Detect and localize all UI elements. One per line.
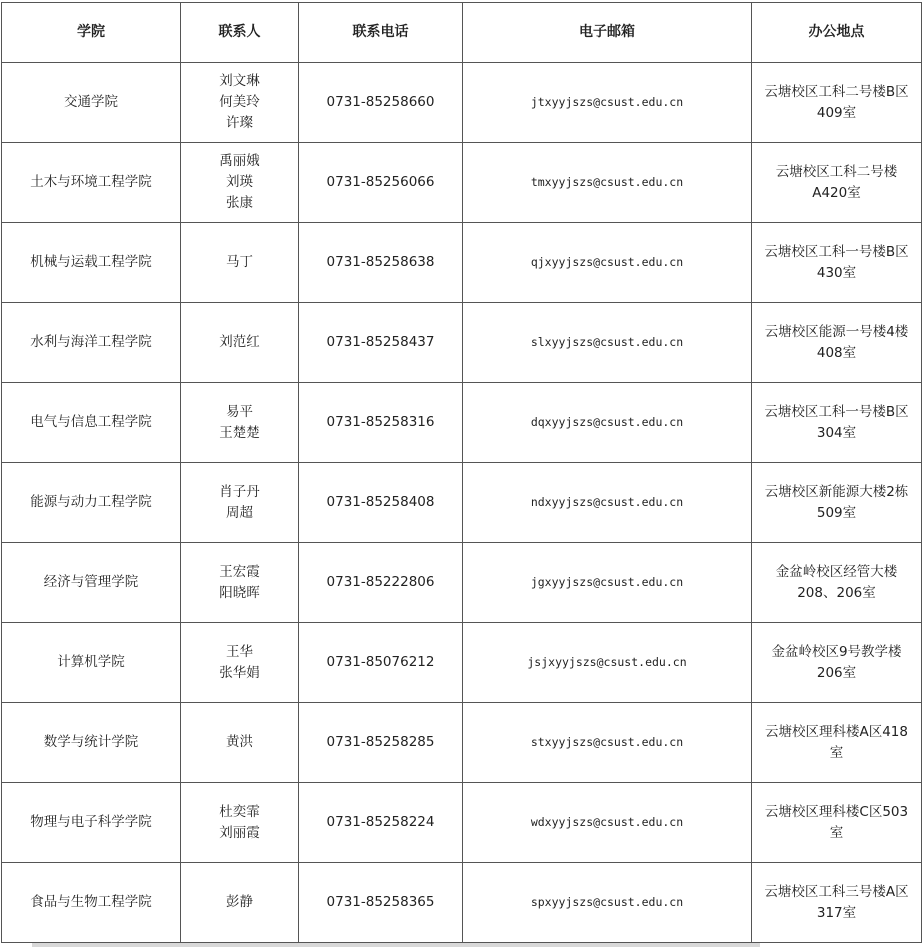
contact-cell — [181, 223, 299, 303]
header-email: 电子邮箱 — [463, 3, 752, 63]
office-cell — [752, 143, 922, 223]
phone-cell: 0731-85076212 — [299, 623, 463, 703]
office-line: 云塘校区工科一号楼B区 — [764, 403, 909, 420]
contact-name: 阳晓晖 — [219, 584, 260, 601]
phone-cell: 0731-85258437 — [299, 303, 463, 383]
table-row — [2, 223, 922, 303]
office-line: 云塘校区工科二号楼B区 — [764, 83, 909, 100]
table-row — [2, 303, 922, 383]
office-cell — [752, 543, 922, 623]
contact-cell — [181, 623, 299, 703]
office-line: 509室 — [816, 504, 857, 521]
contact-cell — [181, 383, 299, 463]
table-row — [2, 623, 922, 703]
office-cell — [752, 863, 922, 943]
table-body — [2, 63, 922, 943]
header-office: 办公地点 — [752, 3, 922, 63]
contact-name: 黄洪 — [226, 734, 253, 750]
office-cell — [752, 383, 922, 463]
office-line: 208、206室 — [797, 584, 876, 601]
email-cell: spxyyjszs@csust.edu.cn — [463, 863, 752, 943]
contact-table — [1, 2, 922, 943]
office-line: 云塘校区理科楼C区503 — [764, 803, 909, 820]
college-cell: 计算机学院 — [2, 623, 181, 703]
office-line: 云塘校区工科一号楼B区 — [764, 243, 909, 260]
contact-cell — [181, 783, 299, 863]
office-cell — [752, 63, 922, 143]
contact-name: 何美玲 — [219, 94, 260, 110]
contact-name: 禹丽娥 — [219, 153, 260, 169]
office-line: 409室 — [816, 104, 857, 121]
office-line: 317室 — [816, 904, 857, 921]
email-cell: qjxyyjszs@csust.edu.cn — [463, 223, 752, 303]
office-line: 云塘校区新能源大楼2栋 — [764, 483, 909, 500]
phone-cell: 0731-85258408 — [299, 463, 463, 543]
table-row — [2, 783, 922, 863]
office-cell — [752, 783, 922, 863]
table-row — [2, 863, 922, 943]
phone-cell: 0731-85258660 — [299, 63, 463, 143]
college-cell: 机械与运载工程学院 — [2, 223, 181, 303]
header-row — [2, 3, 922, 63]
contact-name: 马丁 — [226, 254, 253, 270]
college-cell: 数学与统计学院 — [2, 703, 181, 783]
contact-name: 肖子丹 — [219, 483, 260, 500]
contact-cell — [181, 543, 299, 623]
email-cell: slxyyjszs@csust.edu.cn — [463, 303, 752, 383]
header-contact: 联系人 — [181, 3, 299, 63]
table-row — [2, 463, 922, 543]
phone-cell: 0731-85258285 — [299, 703, 463, 783]
office-cell — [752, 623, 922, 703]
office-cell — [752, 703, 922, 783]
contact-name: 刘丽霞 — [219, 824, 260, 841]
table-row — [2, 143, 922, 223]
phone-cell: 0731-85258316 — [299, 383, 463, 463]
contact-name: 易平 — [226, 403, 253, 420]
office-line: 云塘校区工科二号楼 — [775, 163, 898, 180]
contact-name: 王楚楚 — [219, 424, 260, 441]
email-cell: tmxyyjszs@csust.edu.cn — [463, 143, 752, 223]
phone-cell: 0731-85258365 — [299, 863, 463, 943]
contact-cell — [181, 63, 299, 143]
email-cell: dqxyyjszs@csust.edu.cn — [463, 383, 752, 463]
email-cell: jtxyyjszs@csust.edu.cn — [463, 63, 752, 143]
email-cell: ndxyyjszs@csust.edu.cn — [463, 463, 752, 543]
header-college: 学院 — [2, 3, 181, 63]
table-row — [2, 63, 922, 143]
email-cell: jsjxyyjszs@csust.edu.cn — [463, 623, 752, 703]
office-line: 304室 — [816, 424, 857, 441]
phone-cell: 0731-85256066 — [299, 143, 463, 223]
contact-cell — [181, 143, 299, 223]
header-phone: 联系电话 — [299, 3, 463, 63]
college-cell: 电气与信息工程学院 — [2, 383, 181, 463]
office-cell — [752, 463, 922, 543]
contact-name: 王华 — [226, 643, 253, 660]
contact-name: 张康 — [226, 195, 253, 211]
office-line: 云塘校区工科三号楼A区 — [764, 883, 909, 900]
contact-name: 刘瑛 — [226, 174, 253, 190]
college-cell: 经济与管理学院 — [2, 543, 181, 623]
horizontal-scrollbar[interactable] — [32, 943, 760, 947]
college-cell: 水利与海洋工程学院 — [2, 303, 181, 383]
contact-name: 许璨 — [226, 115, 253, 131]
contact-name: 张华娟 — [219, 664, 260, 681]
contact-name: 王宏霞 — [219, 563, 260, 580]
contact-name: 刘文琳 — [219, 73, 260, 89]
college-cell: 物理与电子科学学院 — [2, 783, 181, 863]
college-cell: 能源与动力工程学院 — [2, 463, 181, 543]
contact-cell — [181, 303, 299, 383]
contact-name: 彭静 — [226, 894, 253, 910]
table-row — [2, 383, 922, 463]
contact-cell — [181, 463, 299, 543]
contact-cell — [181, 863, 299, 943]
office-cell — [752, 223, 922, 303]
office-line: 室 — [829, 744, 844, 761]
office-line: 云塘校区理科楼A区418 — [764, 723, 908, 740]
office-line: 金盆岭校区经管大楼 — [775, 563, 898, 580]
phone-cell: 0731-85222806 — [299, 543, 463, 623]
office-line: 室 — [829, 824, 844, 841]
office-line: 206室 — [816, 664, 857, 681]
office-cell — [752, 303, 922, 383]
email-cell: wdxyyjszs@csust.edu.cn — [463, 783, 752, 863]
office-line: 430室 — [816, 264, 857, 281]
office-line: A420室 — [812, 184, 861, 201]
email-cell: stxyyjszs@csust.edu.cn — [463, 703, 752, 783]
contact-name: 刘范红 — [219, 334, 260, 350]
table-row — [2, 703, 922, 783]
phone-cell: 0731-85258224 — [299, 783, 463, 863]
college-cell: 交通学院 — [2, 63, 181, 143]
contact-name: 杜奕霏 — [219, 803, 260, 820]
contact-name: 周超 — [226, 504, 253, 521]
table-row — [2, 543, 922, 623]
email-cell: jgxyyjszs@csust.edu.cn — [463, 543, 752, 623]
office-line: 金盆岭校区9号教学楼 — [771, 643, 902, 660]
phone-cell: 0731-85258638 — [299, 223, 463, 303]
office-line: 408室 — [816, 344, 857, 361]
college-cell: 食品与生物工程学院 — [2, 863, 181, 943]
office-line: 云塘校区能源一号楼4楼 — [764, 323, 909, 340]
college-cell: 土木与环境工程学院 — [2, 143, 181, 223]
contact-cell — [181, 703, 299, 783]
